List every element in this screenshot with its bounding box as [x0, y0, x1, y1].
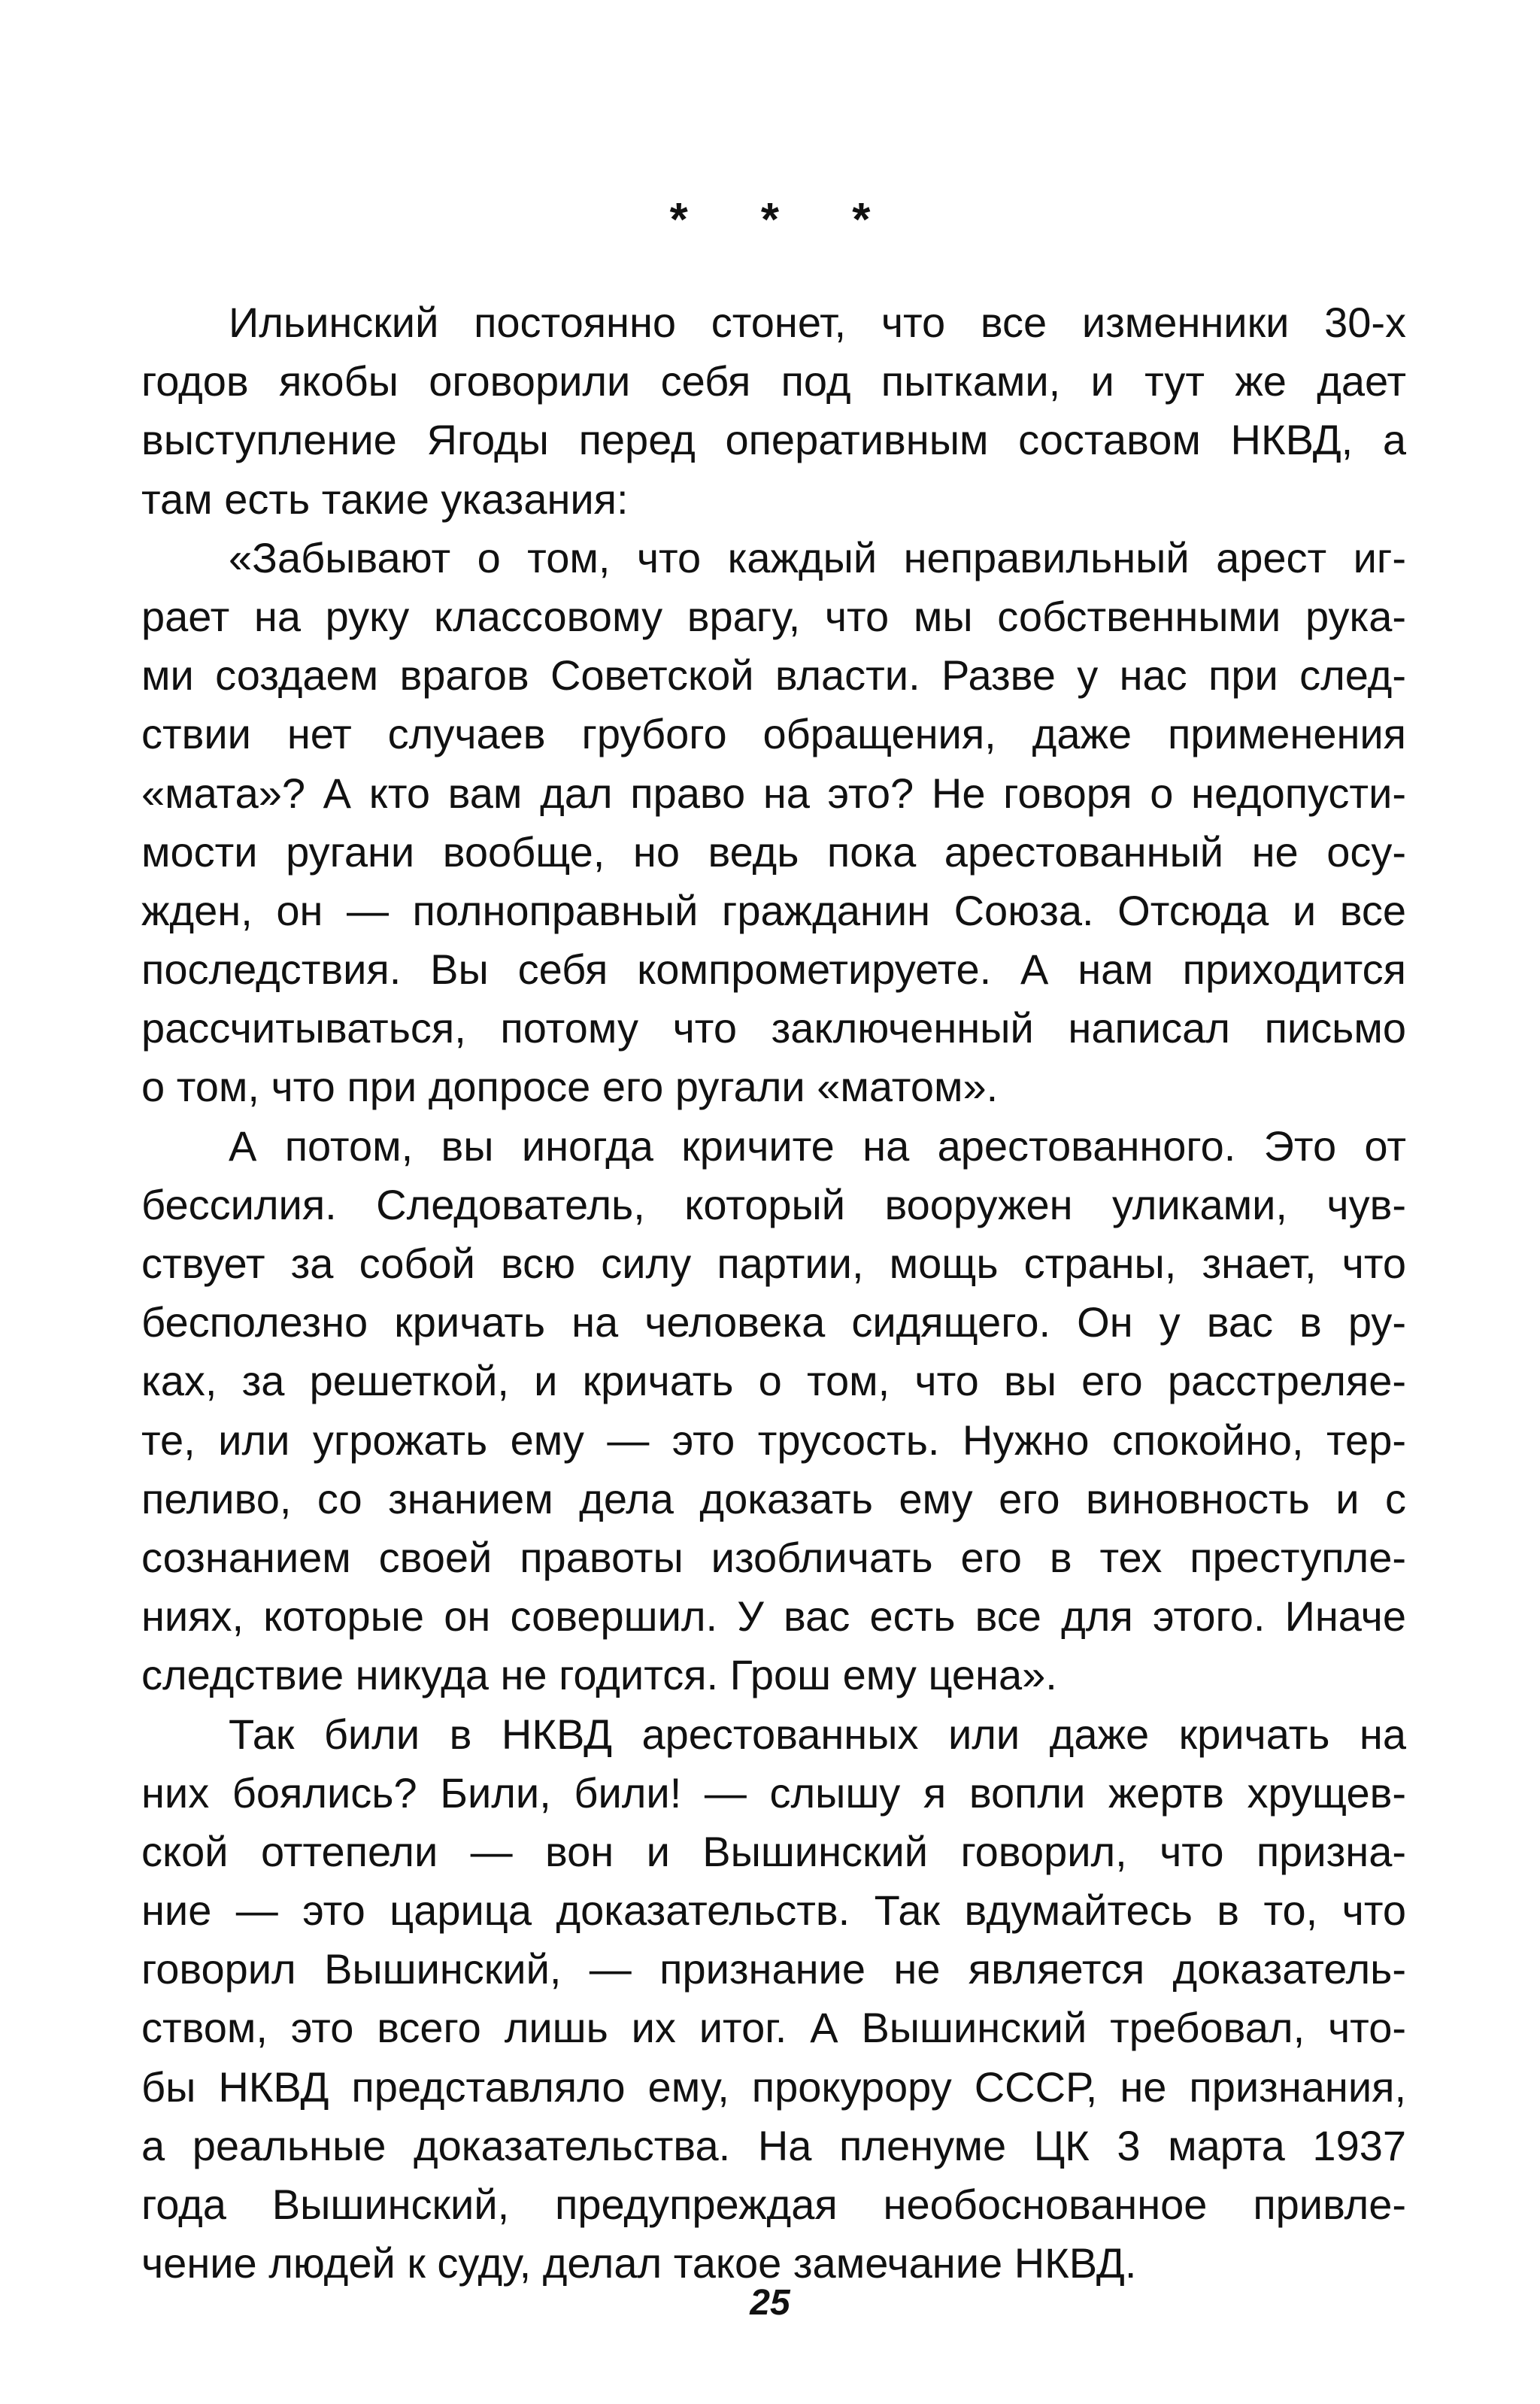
text-line: а реальные доказательства. На пленуме ЦК 3 марта 1937 — [141, 2121, 1406, 2169]
text-line: бессилия. Следователь, который вооружен уликами, чув- — [141, 1180, 1406, 1228]
text-line: там есть такие указания: — [141, 475, 629, 523]
text-line: жден, он — полноправный гражданин Союза. Отсюда и все — [141, 886, 1406, 934]
page-number: 25 — [750, 2283, 790, 2323]
text-line: чение людей к суду, делал такое замечание НКВД. — [141, 2239, 1137, 2287]
text-line: ми создаем врагов Советской власти. Разве у нас при след- — [141, 651, 1406, 700]
text-line: годов якобы оговорили себя под пытками, и тут же дает — [141, 357, 1406, 405]
body-text — [141, 293, 1406, 2293]
text-line: выступление Ягоды перед оперативным составом НКВД, а — [141, 416, 1406, 464]
text-line: года Вышинский, предупреждая необоснованное привле- — [141, 2181, 1406, 2228]
text-line: сознанием своей правоты изобличать его в тех преступле- — [141, 1533, 1406, 1581]
text-line: ниях, которые он совершил. У вас есть все для этого. Иначе — [141, 1592, 1406, 1641]
text-line: рассчитываться, потому что заключенный написал письмо — [141, 1004, 1406, 1052]
text-line: Ильинский постоянно стонет, что все изменники 30-х — [229, 299, 1406, 346]
text-line: мости ругани вообще, но ведь пока арестованный не осу- — [141, 827, 1406, 876]
text-line: ках, за решеткой, и кричать о том, что вы его расстреляе- — [141, 1357, 1406, 1405]
text-line: о том, что при допросе его ругали «матом». — [141, 1063, 999, 1111]
text-line: пеливо, со знанием дела доказать ему его виновность и с — [141, 1474, 1406, 1522]
section-separator: * * * — [669, 194, 901, 246]
text-line: говорил Вышинский, — признание не является доказатель- — [141, 1945, 1406, 1993]
text-line: те, или угрожать ему — это трусость. Нужно спокойно, тер- — [141, 1416, 1406, 1464]
text-line: А потом, вы иногда кричите на арестованного. Это от — [229, 1122, 1406, 1170]
text-line: ством, это всего лишь их итог. А Вышинский требовал, что- — [141, 2004, 1406, 2052]
text-line: последствия. Вы себя компрометируете. А нам приходится — [141, 946, 1406, 994]
text-line: бесполезно кричать на человека сидящего. Он у вас в ру- — [141, 1298, 1406, 1346]
text-line: «Забывают о том, что каждый неправильный арест иг- — [229, 533, 1406, 581]
text-line: ствует за собой всю силу партии, мощь страны, знает, что — [141, 1240, 1406, 1287]
text-line: рает на руку классовому врагу, что мы собственными рука- — [141, 592, 1406, 640]
text-line: ние — это царица доказательств. Так вдумайтесь в то, что — [141, 1886, 1406, 1935]
text-line: следствие никуда не годится. Грош ему цена». — [141, 1651, 1057, 1699]
text-line: них боялись? Били, били! — слышу я вопли жертв хрущев- — [141, 1768, 1406, 1817]
text-line: ствии нет случаев грубого обращения, даже применения — [141, 710, 1406, 758]
text-line: «мата»? А кто вам дал право на это? Не говоря о недопусти- — [141, 769, 1406, 817]
text-line: ской оттепели — вон и Вышинский говорил, что призна- — [141, 1827, 1406, 1875]
text-line: бы НКВД представляло ему, прокурору СССР, не признания, — [141, 2063, 1406, 2111]
text-line: Так били в НКВД арестованных или даже кричать на — [229, 1710, 1406, 1758]
